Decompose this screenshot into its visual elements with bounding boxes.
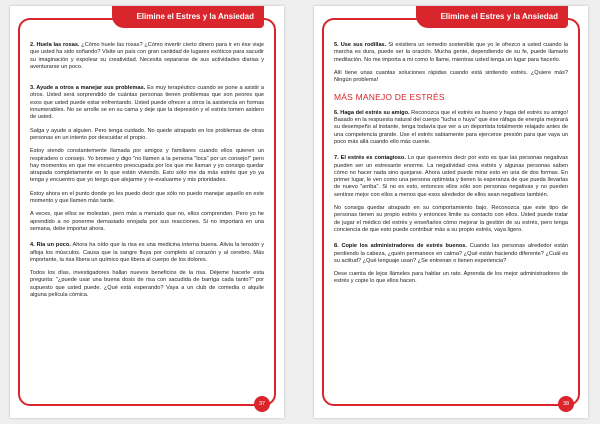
paragraph-text: Salga y ayude a alguien. Pero tenga cuidado. No quede atrapado en los problemas de otras personas en un intento por descuidar el propio. bbox=[30, 127, 264, 141]
paragraph-heading: 6. Haga del estrés su amigo. bbox=[334, 109, 410, 116]
paragraph-heading: 4. Ría un poco. bbox=[30, 242, 71, 249]
paragraph-text: Lo que queremos decir por esto es que las personas negativas pueden ser un estresante enorme. La negatividad crea estrés y algunas personas saben cómo no hacer nada sino quejarse. Ahora usted puede mirar esto en una de dos formas. En primer lugar, le ven como una persona optimista y tienen la esperanza de que pueda llevarlas de nuevo "arriba". Si no es esto, entonces ellos sólo son personas negativas y no pueden sentirse mejor con ellos a menos que esos alrededor de ellos sean negativos también. bbox=[334, 155, 569, 198]
paragraph-text: Cuando las personas alrededor están perdiendo la cabeza, ¿quién permanece en calma? ¿Qué están haciendo diferente? ¿Cuál es su actitud? ¿Qué lenguaje usan? ¿Se entrenan o tienen experiencia? bbox=[334, 243, 568, 264]
paragraph-text: Dese cuenta de lejos llámeles para hablar un rato. Aprenda de los mejor administradores de estrés y copie lo que ellos hacen. bbox=[334, 271, 568, 285]
section-title: MÁS MANEJO DE ESTRÉS bbox=[334, 92, 445, 103]
paragraph-heading: 5. Use sus rodillas. bbox=[334, 42, 387, 48]
paragraph-heading: 3. Ayude a otros a manejar sus problemas. bbox=[30, 85, 146, 92]
paragraph-text: ¿Cómo huele las rosas? ¿Cómo invertir cierto dinero para ir en ése viaje que usted ha sido soñando? Visite un país con gran cantidad de lugares exóticos para sacudir su imaginación y expolear su creatividad. Necesita separarse de sus actividades diarias y aventurarse un poco. bbox=[30, 42, 264, 70]
paragraph bbox=[30, 42, 264, 71]
paragraph-text: Estoy siendo constantemente llamada por amigos y familiares cuando ellos quieren un respiradero o consejo. Yo bromeo y digo "no llamen a la persona "loca" por un consejo!" pero hay momentos en que me encuentro preocupada por los que me llaman y yo consigo quedar atrapada completamente en lo que están viviendo. Esto sólo me da más estrés que yo ya tenga y encuentro que yo tengo que alejarme y re-evaluarme y mis prioridades. bbox=[30, 148, 264, 184]
paragraph bbox=[334, 155, 568, 199]
paragraph-text: Todos los días, investigadores hallan nuevos beneficios de la risa. Déjeme hacerle esta pregunta: "¿puede usar una buena dosis de risa con sacudida de barriga cada tanto?" por supuesto que usted puede. ¿Qué está esperando? Vaya a un club de comedia o alquile alguna película cómica. bbox=[30, 270, 264, 299]
paragraph bbox=[334, 243, 568, 265]
paragraph-text: Si existiera un remedio sostenible que yo le ofrezco a usted cuando la marcha es dura, puede ser la oración. Mucha gente, dependiendo de su fe, puede llamarlo meditación. No me importa a mi como lo llame, mientras usted tenga un lugar para hacerlo. bbox=[334, 42, 568, 63]
page-number: 37 bbox=[254, 396, 270, 412]
paragraph bbox=[30, 85, 264, 121]
page-number: 38 bbox=[558, 396, 574, 412]
paragraph-text: No consiga quedar atrapado en su comportamiento bajo. Reconozca que este tipo de personas tienen su propio estrés y entonces limite su contacto con ellos. Usted puede tratar de jugar el médico del estrés y enseñarles cómo mejorar la gestión de su estrés, pero tenga conciencia de que esto puede contribuir más a su propio estrés, vaya ligero. bbox=[334, 205, 568, 233]
right-page-content bbox=[334, 42, 568, 292]
paragraph bbox=[334, 110, 568, 146]
paragraph bbox=[30, 191, 264, 206]
paragraph-text: Allí tiene unas cuantas soluciones rápidas cuando está sintiendo estrés. ¿Quiere más? Ningún problema! bbox=[334, 69, 568, 84]
paragraph bbox=[30, 270, 264, 299]
paragraph bbox=[30, 128, 264, 143]
paragraph bbox=[334, 271, 568, 286]
paragraph-text: Es muy terapéutico cuando se pone a asistir a otros. Usted será sorprendido de cuántas personas tienen problemas que son peores que esos que usted puede estar enfrentando. Usted puede ofrecer a otros la asistencia en formas innumerables. No se arrolle se en su cama y deje que la depresión y el estrés tomen asidero de usted. bbox=[30, 85, 264, 121]
paragraph bbox=[334, 42, 568, 64]
paragraph bbox=[334, 205, 568, 234]
paragraph-heading: 7. El estrés es contagioso. bbox=[334, 155, 406, 162]
header-banner: Elimine el Estres y la Ansiedad bbox=[112, 6, 264, 28]
right-page bbox=[314, 6, 588, 418]
paragraph-text: A veces, que ellos se molestan, pero más a menudo que no, ellos comprenden. Pero yo he aprendido a no ponerme demasiado enojada por sus reacciones. Si no importará en una semana, debe importar ahora. bbox=[30, 211, 264, 232]
paragraph-text: Estoy ahora en el punto donde yo les puedo decir que sólo no puedo manejar aquello en este momento y que llamen más tarde. bbox=[30, 190, 264, 205]
paragraph-text: Reconozca que el estrés es bueno y haga del estrés su amigo! Basado en la respuesta natural del cuerpo "lucha o huya" que ése ráfaga de energía mejorará su desempeño al instante, tenga todavía que ver a un deportista totalmente relajado antes de una competencia grande. Use el estrés sabiamente para ejercerse presión para que vaya un poco más allá cuando ello más cuente. bbox=[334, 109, 568, 145]
header-banner: Elimine el Estres y la Ansiedad bbox=[416, 6, 568, 28]
paragraph bbox=[30, 211, 264, 233]
paragraph-heading: 8. Copie los administradores de estrés buenos. bbox=[334, 243, 467, 250]
paragraph-text: Ahora ha oído que la risa es una medicina interna buena. Alivia la tensión y afloja los músculos. Causa que la sangre fluya por completo al corazón y al cerebro. Más importante, la risa libera un químico que libera al cuerpo de los dolores. bbox=[30, 242, 264, 263]
paragraph-heading: 2. Huela las rosas. bbox=[30, 42, 80, 48]
left-page bbox=[10, 6, 284, 418]
paragraph bbox=[30, 242, 264, 264]
left-page-content bbox=[30, 42, 264, 305]
paragraph bbox=[334, 70, 568, 85]
paragraph bbox=[30, 148, 264, 184]
